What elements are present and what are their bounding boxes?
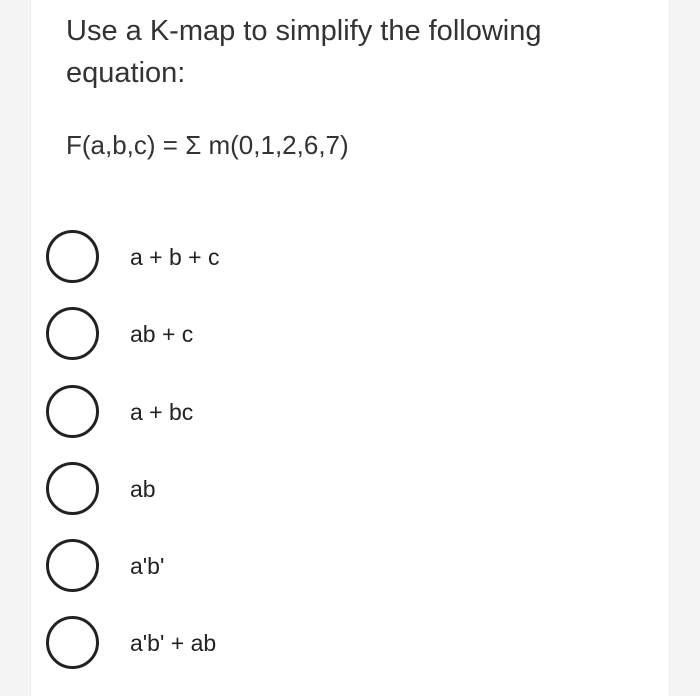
radio-button-icon[interactable] xyxy=(46,539,99,592)
radio-button-icon[interactable] xyxy=(46,462,99,515)
answer-option-3[interactable] xyxy=(46,385,446,445)
answer-option-4[interactable] xyxy=(46,462,446,522)
answer-option-label: a'b' + ab xyxy=(130,630,217,656)
answer-option-label: a'b' xyxy=(130,553,165,579)
answer-option-6[interactable] xyxy=(46,616,446,676)
radio-button-icon[interactable] xyxy=(46,616,99,669)
answer-option-label: a + bc xyxy=(130,399,194,425)
answer-option-5[interactable] xyxy=(46,539,446,599)
answer-option-label: ab + c xyxy=(130,321,194,347)
radio-button-icon[interactable] xyxy=(46,307,99,360)
radio-button-icon[interactable] xyxy=(46,385,99,438)
question-equation: F(a,b,c) = Σ m(0,1,2,6,7) xyxy=(66,130,349,160)
answer-option-label: ab xyxy=(130,476,156,502)
answer-option-1[interactable] xyxy=(46,230,446,290)
question-text: Use a K-map to simplify the following equation: xyxy=(66,15,542,89)
answer-option-label: a + b + c xyxy=(130,244,220,270)
question-card xyxy=(30,0,670,696)
answer-option-2[interactable] xyxy=(46,307,446,367)
radio-button-icon[interactable] xyxy=(46,230,99,283)
